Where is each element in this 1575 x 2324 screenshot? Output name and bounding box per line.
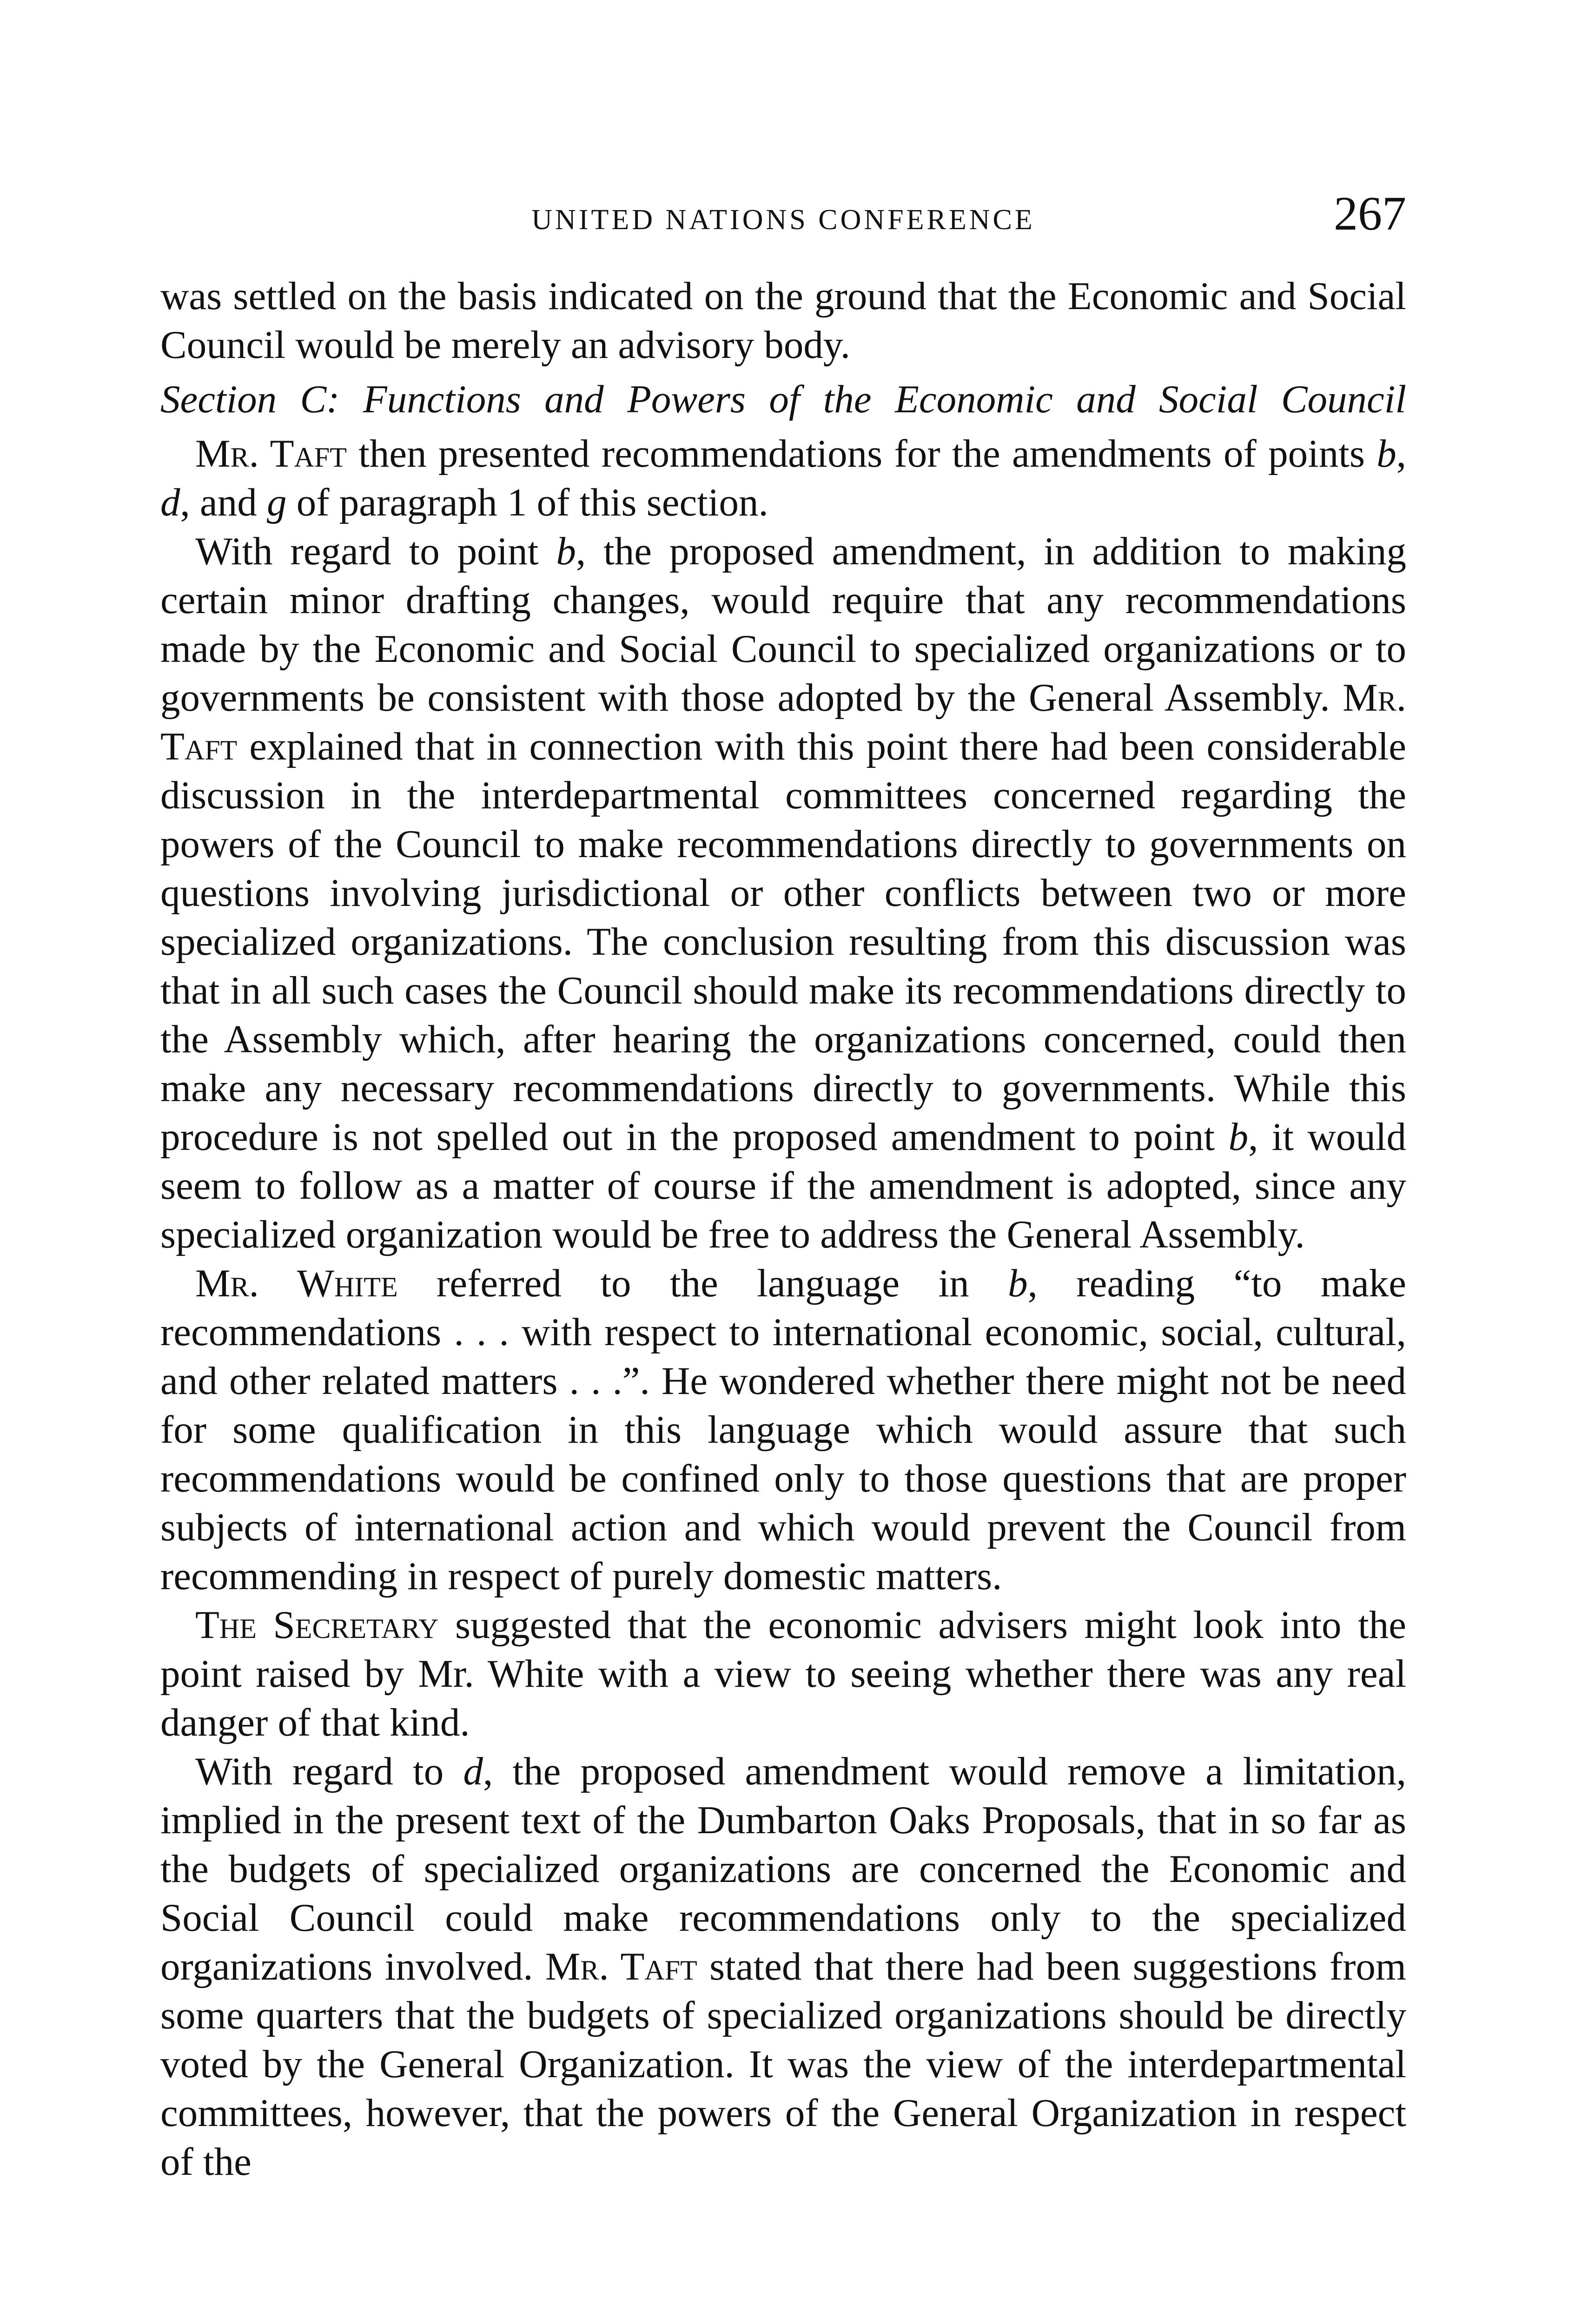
page-header [160,186,1406,246]
paragraph-text: suggested that the economic advisers might look into the point raised by Mr. White with a view to seeing whether there was any real danger of that kind. [160,1603,1406,1744]
paragraph-text: of paragraph 1 of this section. [286,481,768,524]
speaker-name: The Secretary [195,1603,439,1647]
paragraph-text: , reading “to make recommendations . . . with respect to international economic, social, cultural, and other related matters . . .”. He wondered whether there might not be need for some qualification in this language which would assure that such recommendations would be confined only to those questions that are proper subjects of international action and which would prevent the Council from recommending in respect of purely domestic matters. [160,1261,1406,1598]
paragraph-point-b [160,527,1406,1259]
paragraph-text: With regard to point [195,529,556,573]
point-letter: d [463,1750,483,1793]
paragraph-continued: was settled on the basis indicated on the ground that the Economic and Social Council would be merely an advisory body. [160,274,1406,367]
section-heading-title: Functions and Powers of the Economic and Social Council [363,377,1407,421]
paragraph-text: , it would seem to follow as a matter of course if the amendment is adopted, since any specialized organization would be free to address the General Assembly. [160,1115,1406,1256]
section-heading [160,375,1406,424]
point-letter: d [160,481,180,524]
speaker-name: Mr. Taft [195,432,347,475]
point-letter: b [1008,1261,1028,1305]
paragraph-text: referred to the language in [397,1261,1008,1305]
page-body [160,272,1406,2186]
page-number: 267 [1334,187,1406,240]
paragraph-text: , the proposed amendment would remove a limitation, implied in the present text of the Dumbarton Oaks Proposals, that in so far as the budgets of specialized organizations are concerned the Economic and Social Council could make recommendations only to the specialized organizations involved. [160,1750,1406,1988]
point-letter: g [266,481,287,524]
paragraph-text: , the proposed amendment, in addition to making certain minor drafting changes, would require that any recommendations made by the Economic and Social Council to specialized organizations or to governments be consistent with those adopted by the General Assembly. [160,529,1406,720]
point-letter: b [1228,1115,1249,1159]
paragraph-text: stated that there had been suggestions from some quarters that the budgets of specialized organizations should be directly voted by the General Organization. It was the view of the interdepartmental committees, however, that the powers of the General Organization in respect of the [160,1945,1406,2184]
paragraph-text: , and [180,481,267,524]
paragraph-secretary [160,1601,1406,1747]
paragraph-text: explained that in connection with this point there had been considerable discussion in the interdepartmental committees concerned regarding the powers of the Council to make recommendations directly to governments on questions involving jurisdictional or other conflicts between two or more specialized organizations. The conclusion resulting from this discussion was that in all such cases the Council should make its recommendations directly to the Assembly which, after hearing the organizations concerned, could then make any necessary recommendations directly to governments. While this procedure is not spelled out in the proposed amendment to point [160,725,1406,1159]
speaker-name: Mr. Taft [545,1945,697,1988]
paragraph-text: With regard to [195,1750,463,1793]
section-heading-prefix: Section C: [160,377,340,421]
paragraph-point-d [160,1747,1406,2186]
running-head: UNITED NATIONS CONFERENCE [531,204,1035,236]
paragraph-text: , [1396,432,1406,475]
speaker-name: Mr. Taft [160,676,1406,768]
point-letter: b [556,529,576,573]
paragraph-taft-recommendations [160,429,1406,527]
speaker-name: Mr. White [195,1261,398,1305]
point-letter: b [1376,432,1396,475]
paragraph-white [160,1259,1406,1601]
paragraph-text: then presented recommendations for the amendments of points [346,432,1377,475]
